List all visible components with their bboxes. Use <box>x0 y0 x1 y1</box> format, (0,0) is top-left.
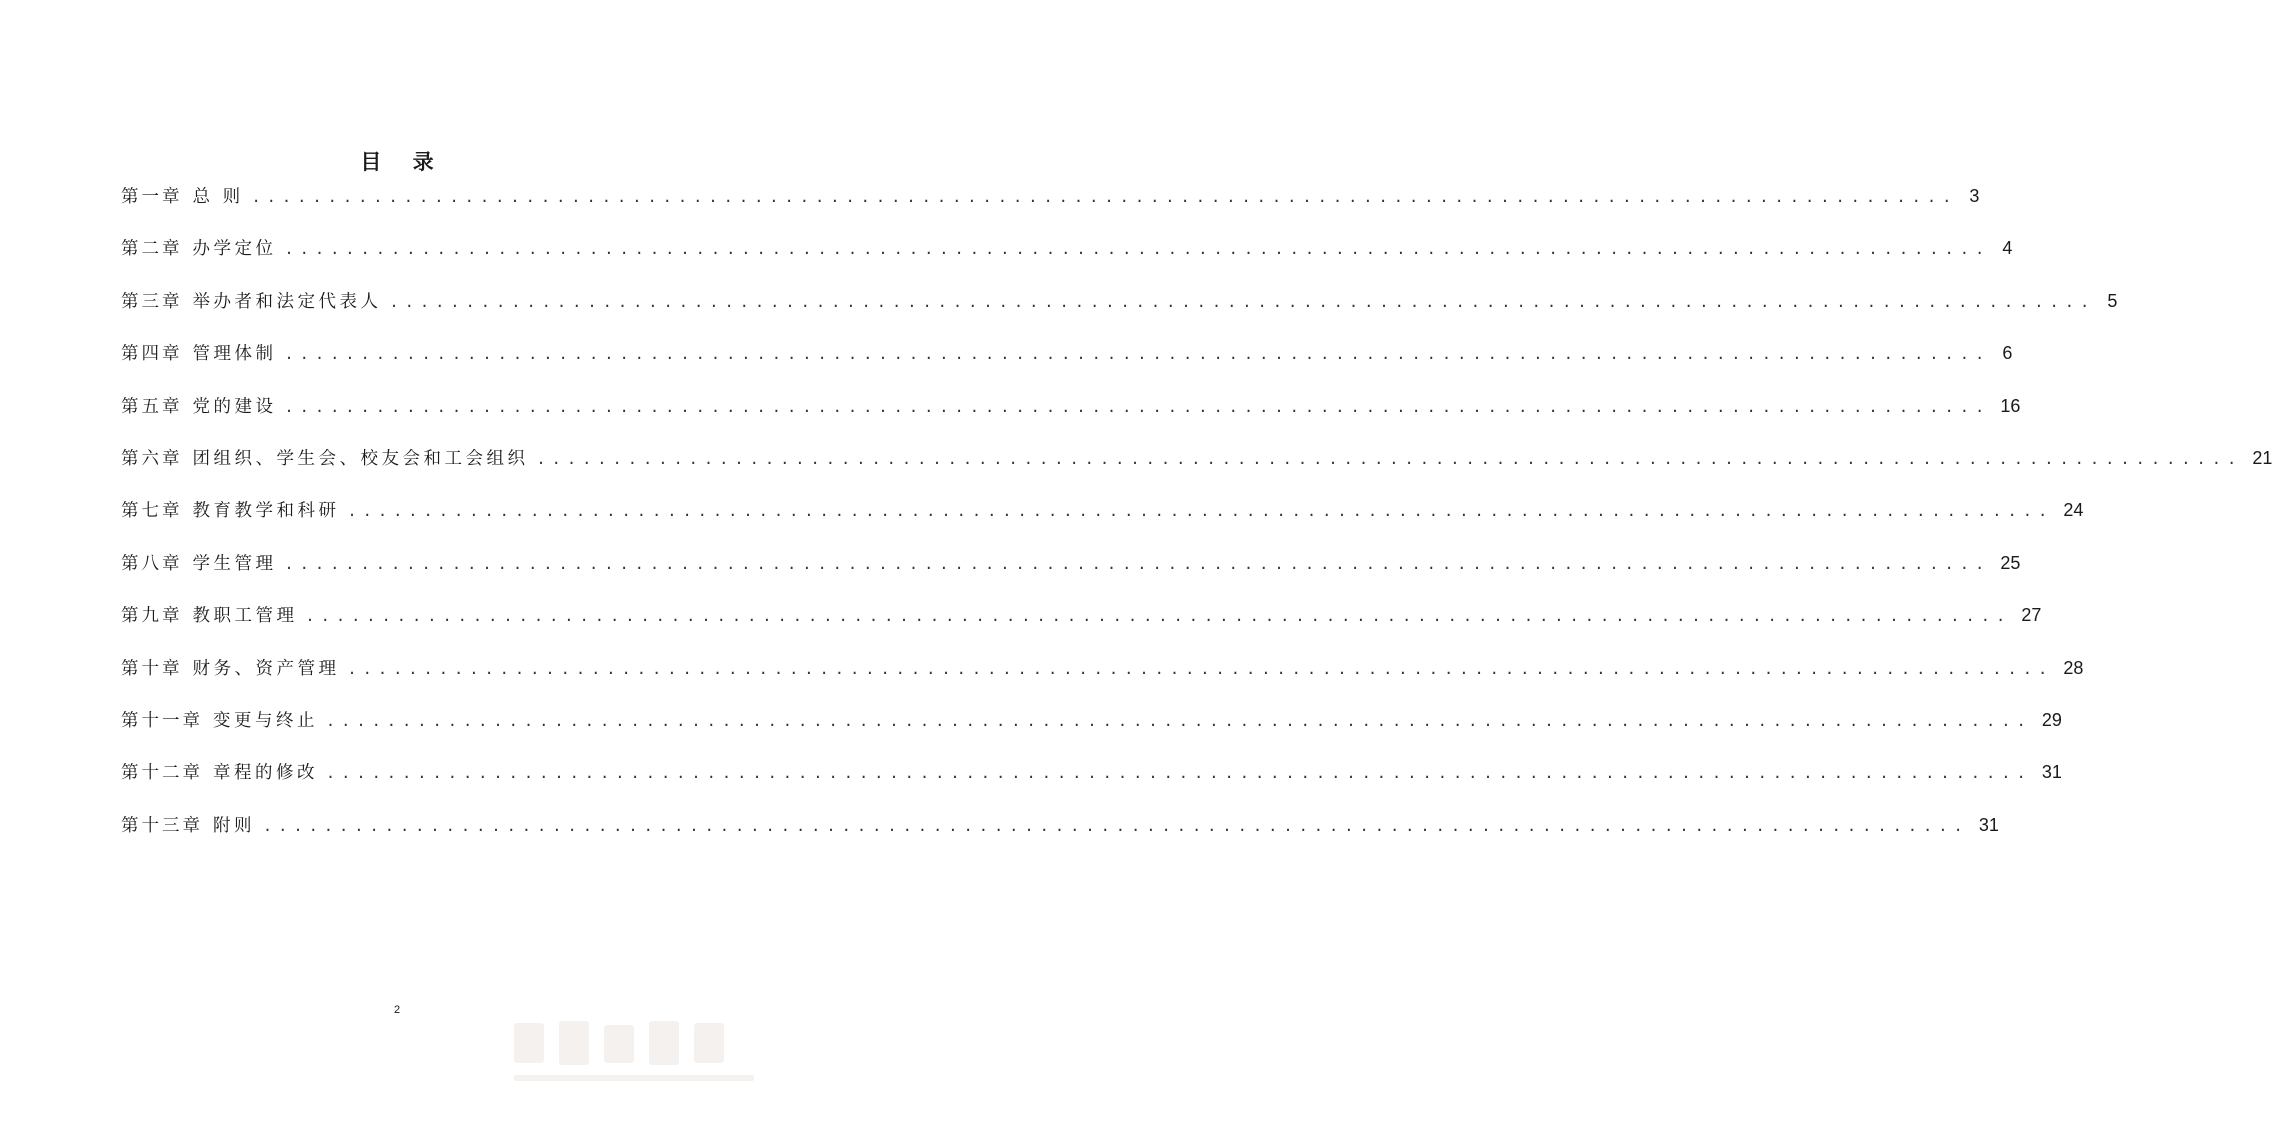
toc-entry-chapter-7[interactable] <box>121 489 2084 541</box>
dot-leader: ................................................................................................................ <box>251 188 1958 206</box>
dot-leader: ................................................................................................................ <box>305 607 2012 626</box>
page-number: 31 <box>2041 762 2062 783</box>
page-number: 31 <box>1978 814 1999 835</box>
dot-leader: ................................................................................................................ <box>284 397 1991 416</box>
page-number: 27 <box>2021 605 2042 626</box>
chapter-number: 第十三章 <box>121 815 203 836</box>
dot-leader: ................................................................................................................ <box>326 711 2032 730</box>
chapter-title: 管理体制 <box>192 344 277 365</box>
chapter-number: 第十一章 <box>121 710 203 731</box>
page-number: 5 <box>2107 290 2118 311</box>
chapter-number: 第六章 <box>121 448 183 469</box>
toc-entry-chapter-12[interactable] <box>121 751 2062 803</box>
chapter-title: 党的建设 <box>192 396 277 417</box>
dot-leader: ................................................................................................................ <box>263 816 1969 835</box>
toc-heading: 目 录 <box>360 150 446 174</box>
dot-leader: ................................................................................................................ <box>284 554 1991 573</box>
chapter-title: 团组织、学生会、校友会和工会组织 <box>192 448 529 469</box>
dot-leader: ................................................................................................................ <box>284 240 1991 259</box>
chapter-number: 第七章 <box>121 501 183 522</box>
toc-entry-chapter-3[interactable] <box>121 280 2118 332</box>
chapter-number: 第十二章 <box>121 763 203 784</box>
dot-leader: ................................................................................................................ <box>284 345 1991 364</box>
page-number: 29 <box>2041 709 2062 730</box>
page-number: 3 <box>1969 186 1980 206</box>
chapter-title: 章程的修改 <box>213 763 318 784</box>
toc-entry-chapter-9[interactable] <box>121 594 2042 646</box>
table-of-contents <box>121 175 2272 856</box>
chapter-title: 学生管理 <box>192 553 277 574</box>
dot-leader: ................................................................................................................ <box>389 292 2096 311</box>
chapter-title: 办学定位 <box>192 239 277 260</box>
chapter-number: 第八章 <box>121 553 183 574</box>
chapter-number: 第四章 <box>121 344 183 365</box>
page-number: 25 <box>2000 552 2021 573</box>
chapter-title: 举办者和法定代表人 <box>192 291 382 312</box>
toc-entry-chapter-8[interactable] <box>121 542 2021 594</box>
toc-entry-chapter-6[interactable] <box>121 437 2272 489</box>
chapter-title: 变更与终止 <box>213 710 318 731</box>
toc-entry-chapter-5[interactable] <box>121 385 2021 437</box>
watermark-logo <box>504 1013 764 1103</box>
dot-leader: ................................................................................................................ <box>536 449 2243 468</box>
dot-leader: ................................................................................................................ <box>347 502 2054 521</box>
chapter-title: 教育教学和科研 <box>192 501 340 522</box>
chapter-number: 第五章 <box>121 396 183 417</box>
chapter-number: 第三章 <box>121 291 183 312</box>
chapter-number: 第二章 <box>121 239 183 260</box>
chapter-title: 财务、资产管理 <box>192 658 340 679</box>
toc-entry-chapter-11[interactable] <box>121 699 2062 751</box>
toc-entry-chapter-1[interactable] <box>121 175 1980 227</box>
page-number: 6 <box>2002 343 2013 364</box>
toc-entry-chapter-4[interactable] <box>121 332 2013 384</box>
chapter-title: 附则 <box>213 815 255 836</box>
page-number: 21 <box>2252 447 2272 468</box>
page-number: 16 <box>2000 395 2021 416</box>
page-number: 24 <box>2063 500 2084 521</box>
toc-entry-chapter-2[interactable] <box>121 227 2013 279</box>
chapter-number: 第十章 <box>121 658 183 679</box>
dot-leader: ................................................................................................................ <box>347 659 2054 678</box>
page-number: 28 <box>2063 657 2084 678</box>
page-number: 4 <box>2002 238 2013 259</box>
footer-page-number: 2 <box>393 1004 401 1016</box>
chapter-number: 第九章 <box>121 606 183 627</box>
chapter-title: 总 则 <box>192 187 244 207</box>
chapter-number: 第一章 <box>121 187 183 207</box>
toc-entry-chapter-10[interactable] <box>121 647 2084 699</box>
dot-leader: ................................................................................................................ <box>326 764 2032 783</box>
chapter-title: 教职工管理 <box>192 606 298 627</box>
toc-entry-chapter-13[interactable] <box>121 804 1999 856</box>
